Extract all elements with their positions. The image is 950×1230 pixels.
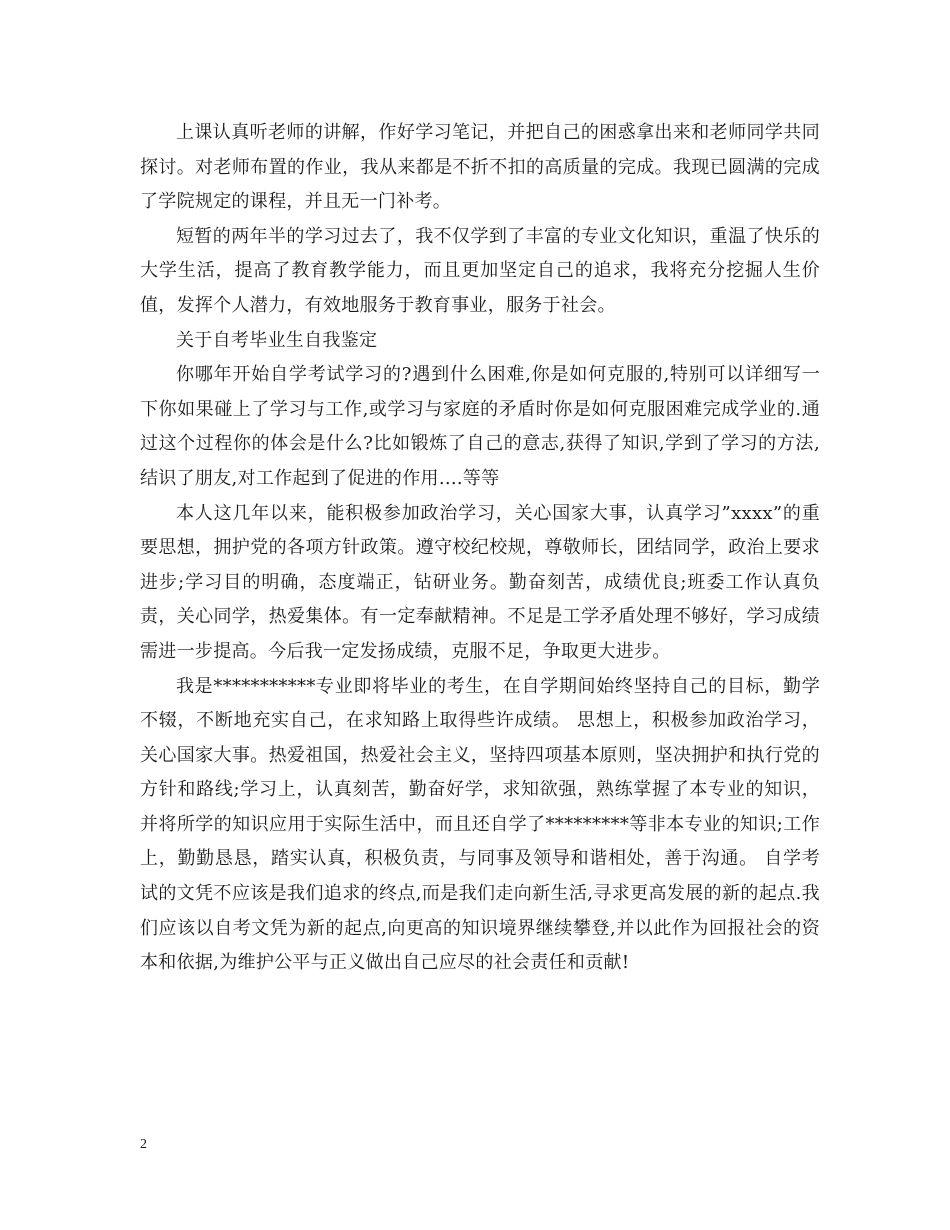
section-heading: 关于自考毕业生自我鉴定 xyxy=(176,329,378,351)
paragraph-graduate-statement: 我是***********专业即将毕业的考生，在自学期间始终坚持自己的目标，勤学不辍，不断地充实自己，在求知路上取得些许成绩。 思想上，积极参加政治学习，关心国家大事。热爱祖国，热爱社会主义，坚持四项基本原则，坚决拥护和执行党的方针和路线;学习上，认真刻苦，勤奋好学，求知欲强，熟练掌握了本专业的知识，并将所学的知识应用于实际生活中，而且还自学了*********等非本专业的知识;工作上，勤勤恳恳，踏实认真，积极负责，与同事及领导和谐相处，善于沟通。 自学考试的文凭不应该是我们追求的终点,而是我们走向新生活,寻求更高发展的新的起点.我们应该以自考文凭为新的起点,向更高的知识境界继续攀登,并以此作为回报社会的资本和依据,为维护公平与正义做出自己应尽的社会责任和贡献! xyxy=(140,675,820,974)
paragraph-guidance: 你哪年开始自学考试学习的?遇到什么困难,你是如何克服的,特别可以详细写一下你如果碰上了学习与工作,或学习与家庭的矛盾时你是如何克服困难完成学业的.通过这个过程你的体会是什么?比如锻炼了自己的意志,获得了知识,学到了学习的方法,结识了朋友,对工作起到了促进的作用....等等 xyxy=(140,364,820,489)
page-number: 2 xyxy=(140,1137,147,1152)
paragraph-summary: 短暂的两年半的学习过去了，我不仅学到了丰富的专业文化知识，重温了快乐的大学生活，提高了教育教学能力，而且更加坚定自己的追求，我将充分挖掘人生价值，发挥个人潜力，有效地服务于教育事业，服务于社会。 xyxy=(140,225,820,316)
document-body xyxy=(140,116,820,981)
paragraph-self-assessment: 本人这几年以来，能积极参加政治学习，关心国家大事，认真学习”xxxx”的重要思想，拥护党的各项方针政策。遵守校纪校规，尊敬师长，团结同学，政治上要求进步;学习目的明确，态度端正，钻研业务。勤奋刻苦，成绩优良;班委工作认真负责，关心同学，热爱集体。有一定奉献精神。不足是工学矛盾处理不够好，学习成绩需进一步提高。今后我一定发扬成绩，克服不足，争取更大进步。 xyxy=(140,502,820,662)
paragraph-study-habits: 上课认真听老师的讲解，作好学习笔记，并把自己的困惑拿出来和老师同学共同探讨。对老师布置的作业，我从来都是不折不扣的高质量的完成。我现已圆满的完成了学院规定的课程，并且无一门补考。 xyxy=(140,122,820,213)
